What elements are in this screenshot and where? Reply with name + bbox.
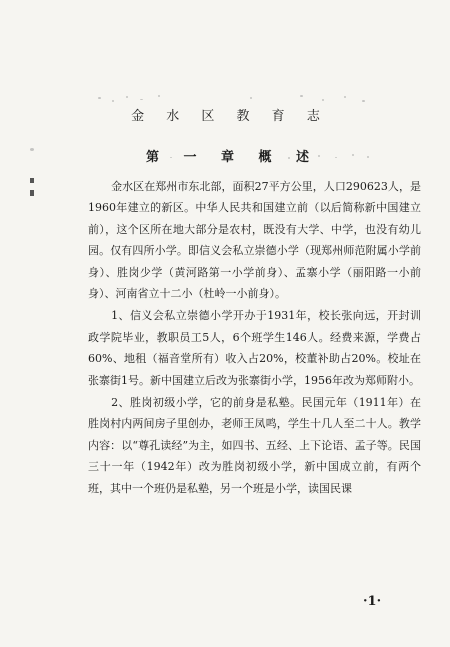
chapter-title: 第 一 章 概 述 [145,150,313,165]
paragraph-item-2: 2、胜岗初级小学，它的前身是私塾。民国元年（1911年）在胜岗村内两间房子里创办，老师王凤鸣，学生十几人至二十人。教学内容：以“尊孔读经”为主，如四书、五经、上下论语、孟子等。民国三十一年（1942年）改为胜岗初级小学，新中国成立前，有两个班，其中一个班仍是私塾，另一个班是小学，读国民课 [88,396,421,495]
paragraph-intro: 金水区在郑州市东北部，面积27平方公里，人口290623人，是1960年建立的新区。中华人民共和国建立前（以后简称新中国建立前），这个区所在地大部分是农村，既没有大学、中学，也没有幼儿园。仅有四所小学。即信义会私立崇德小学（现郑州师范附属小学前身）、胜岗少学（黄河路第一小学前身）、孟寨小学（丽阳路一小前身）、河南省立十二小（杜岭一小前身）。 [88,180,421,301]
body-text [88,176,421,499]
paragraph-item-1: 1、信义会私立崇德小学开办于1931年，校长张向远，开封训政学院毕业，教职员工5人，6个班学生146人。经费来源，学费占60%、地租（福音堂所有）收入占20%，校董补助占20%。校址在张寨街1号。新中国建立后改为张寨街小学，1956年改为郑师附小。 [88,309,421,387]
scan-speckle [322,99,324,101]
scan-speckle [158,95,160,97]
scan-speckle [140,99,143,100]
margin-mark [30,190,34,196]
book-title: 金 水 区 教 育 志 [131,109,329,124]
page-number: ·1· [363,594,382,609]
scan-speckle [250,97,252,99]
scan-speckle [126,96,128,98]
margin-mark [30,178,34,183]
scan-speckle [362,100,365,102]
scan-speckle [344,96,346,98]
scan-speckle [300,95,303,97]
scan-speckle [112,100,114,102]
scan-speckle [98,97,101,99]
